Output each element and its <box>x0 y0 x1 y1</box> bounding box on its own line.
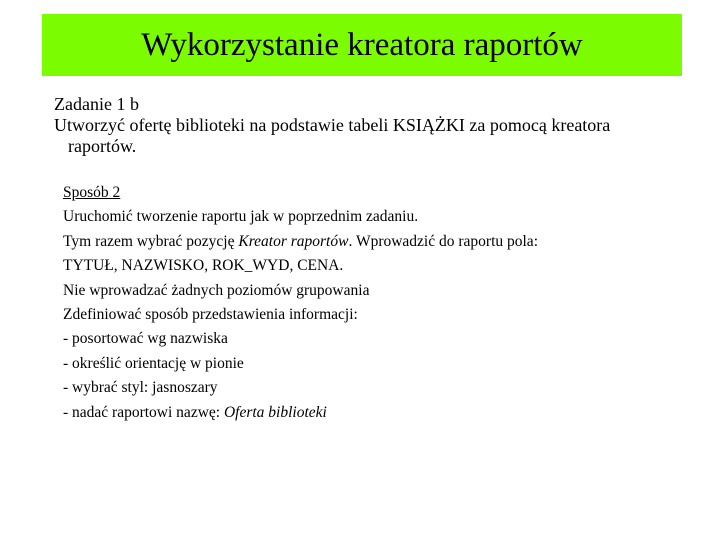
method-line-2 <box>63 230 703 254</box>
method-line-3: TYTUŁ, NAZWISKO, ROK_WYD, CENA. <box>63 257 344 275</box>
method-line-2-suffix: . Wprowadzić do raportu pola: <box>348 232 538 250</box>
slide-title: Wykorzystanie kreatora raportów <box>141 26 583 63</box>
method-line-9-prefix: - nadać raportowi nazwę: <box>63 403 224 421</box>
title-bar <box>42 14 682 76</box>
method-line-2-italic: Kreator raportów <box>238 232 349 250</box>
method-line-6: - posortować wg nazwiska <box>63 330 228 348</box>
task-block <box>54 94 694 157</box>
method-line-5: Zdefiniować sposób przedstawienia informacji: <box>63 306 358 324</box>
method-line-2-prefix: Tym razem wybrać pozycję <box>63 232 239 250</box>
method-block <box>63 181 703 425</box>
method-line-7: - określić orientację w pionie <box>63 354 244 372</box>
method-line-4: Nie wprowadzać żadnych poziomów grupowania <box>63 281 370 299</box>
task-text-line-2: raportów. <box>68 136 137 156</box>
method-line-1: Uruchomić tworzenie raportu jak w poprzednim zadaniu. <box>63 208 419 226</box>
method-line-9-italic: Oferta biblioteki <box>223 403 327 421</box>
method-line-8: - wybrać styl: jasnoszary <box>63 379 218 397</box>
method-heading: Sposób 2 <box>63 184 121 201</box>
task-text-line-1: Utworzyć ofertę biblioteki na podstawie tabeli KSIĄŻKI za pomocą kreatora <box>54 115 611 135</box>
task-heading: Zadanie 1 b <box>54 94 139 114</box>
method-line-9 <box>63 401 703 425</box>
